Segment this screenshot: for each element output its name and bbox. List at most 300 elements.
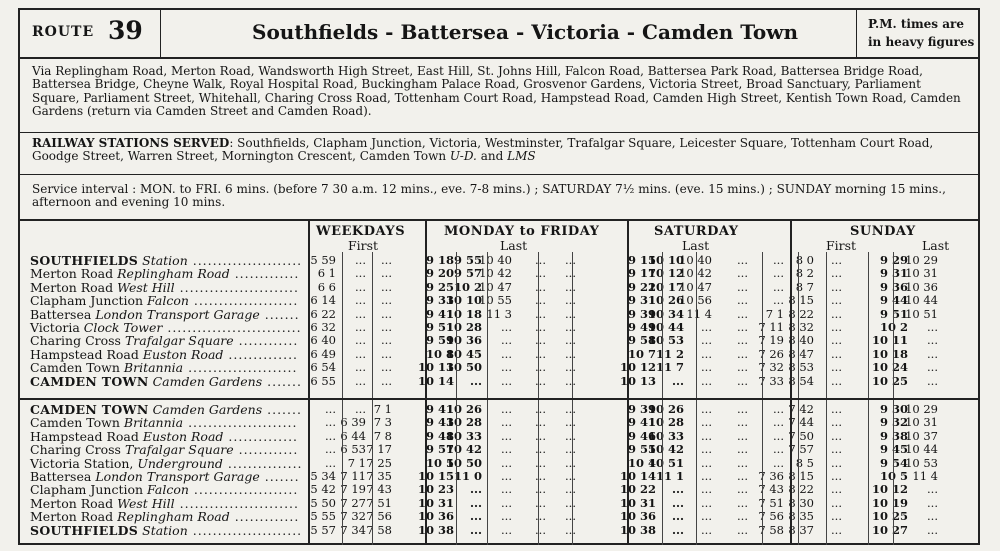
time-cell: 6 55 xyxy=(310,373,336,388)
time-cell: ... xyxy=(565,482,576,497)
time-cell: 7 17 xyxy=(366,442,392,457)
stop-sub: West Hill xyxy=(117,495,175,511)
time-cell: 9 22 xyxy=(627,279,656,294)
stop-name xyxy=(30,308,300,321)
time-cell: ... xyxy=(773,402,784,416)
time-cell: ... xyxy=(469,373,482,388)
time-cell: 7 58 xyxy=(758,522,784,537)
header-divider xyxy=(856,10,857,57)
time-cell: 9 57 xyxy=(453,266,482,281)
col-weekdays-first: First xyxy=(348,238,379,253)
time-cell: 10 44 xyxy=(647,320,684,334)
stop-name xyxy=(30,334,298,347)
time-cell: 9 38 xyxy=(879,428,908,443)
time-cell: ... xyxy=(501,455,512,470)
time-cell: ... xyxy=(701,428,712,443)
time-cell: 10 11 xyxy=(871,333,908,348)
time-cell: 10 7 xyxy=(627,346,656,361)
time-cell: 10 23 xyxy=(417,482,454,497)
time-cell: 9 49 xyxy=(627,320,656,334)
time-cell: 10 36 xyxy=(417,509,454,524)
time-cell: 7 8 xyxy=(373,428,392,443)
time-cell: 10 2 xyxy=(879,320,908,334)
time-cell: 10 53 xyxy=(647,333,684,348)
time-cell: 10 40 xyxy=(479,253,512,267)
col-saturday: SATURDAY xyxy=(654,224,739,239)
time-cell: ... xyxy=(535,402,546,416)
time-cell: ... xyxy=(565,469,576,483)
time-cell: ... xyxy=(773,293,784,308)
time-cell: 6 22 xyxy=(310,306,336,321)
time-cell: ... xyxy=(831,455,842,470)
time-cell: 6 40 xyxy=(310,333,336,348)
time-cell: ... xyxy=(535,373,546,388)
stop-name xyxy=(30,483,298,496)
stop-name xyxy=(30,348,298,361)
time-cell: ... xyxy=(535,266,546,281)
time-cell: 10 13 xyxy=(619,373,656,388)
time-cell: ... xyxy=(325,402,336,416)
time-cell: ... xyxy=(565,522,576,537)
railway-stations xyxy=(32,137,972,164)
leader-dots: ............... xyxy=(222,455,303,471)
stop-main: Camden Town xyxy=(30,360,120,376)
stop-name xyxy=(30,375,302,388)
time-cell: 7 35 xyxy=(366,469,392,483)
timetable-header xyxy=(20,10,978,59)
time-cell: 8 37 xyxy=(788,522,814,537)
time-cell: ... xyxy=(737,346,748,361)
time-cell: 6 39 xyxy=(340,415,366,430)
time-cell: 10 17 xyxy=(647,279,684,294)
divider xyxy=(20,132,978,133)
time-cell: 7 50 xyxy=(788,428,814,443)
time-cell: 10 36 xyxy=(619,509,656,524)
time-cell: 7 51 xyxy=(366,495,392,510)
time-cell: ... xyxy=(565,402,576,416)
time-cell: 10 42 xyxy=(647,442,684,457)
time-cell: 10 50 xyxy=(445,360,482,375)
stop-sub: Falcon xyxy=(147,293,189,309)
time-cell: 5 42 xyxy=(310,482,336,497)
time-cell: ... xyxy=(381,333,392,348)
time-cell: ... xyxy=(671,522,684,537)
time-cell: ... xyxy=(773,442,784,457)
time-cell: 10 26 xyxy=(647,293,684,308)
time-cell: ... xyxy=(355,360,366,375)
time-cell: ... xyxy=(501,469,512,483)
column-rule xyxy=(627,219,629,545)
leader-dots: ............. xyxy=(229,266,300,282)
time-cell: ... xyxy=(565,495,576,510)
stop-sub: Replingham Road xyxy=(117,266,230,282)
railway-tail: U-D. xyxy=(449,149,477,164)
time-cell: 10 24 xyxy=(871,360,908,375)
time-cell: 9 33 xyxy=(425,293,454,308)
time-cell: 10 2 xyxy=(453,279,482,294)
time-cell: 5 57 xyxy=(310,522,336,537)
time-cell: ... xyxy=(927,495,938,510)
time-cell: 8 15 xyxy=(788,293,814,308)
time-cell: ... xyxy=(535,360,546,375)
time-cell: ... xyxy=(927,346,938,361)
time-cell: ... xyxy=(927,360,938,375)
time-cell: ... xyxy=(773,279,784,294)
time-cell: 6 1 xyxy=(317,266,336,281)
time-cell: ... xyxy=(701,360,712,375)
time-cell: ... xyxy=(325,415,336,430)
time-cell: ... xyxy=(535,320,546,334)
stop-name xyxy=(30,416,298,429)
time-cell: 9 15 xyxy=(627,253,656,267)
time-cell: 10 33 xyxy=(647,428,684,443)
column-rule xyxy=(790,219,792,545)
time-cell: ... xyxy=(565,279,576,294)
column-rule xyxy=(425,219,427,545)
leader-dots: .............. xyxy=(223,346,299,362)
time-cell: ... xyxy=(737,415,748,430)
time-cell: 9 51 xyxy=(425,320,454,334)
time-cell: 11 0 xyxy=(453,469,482,483)
leader-dots: ........................ xyxy=(174,279,300,295)
time-cell: 10 51 xyxy=(647,455,684,470)
time-cell: ... xyxy=(671,373,684,388)
time-cell: ... xyxy=(701,320,712,334)
time-cell: 6 32 xyxy=(310,320,336,334)
time-cell: ... xyxy=(565,333,576,348)
header-divider xyxy=(160,10,161,57)
time-cell: ... xyxy=(831,253,842,267)
time-cell: 9 25 xyxy=(425,279,454,294)
stop-main: Battersea xyxy=(30,306,92,322)
time-cell: ... xyxy=(773,253,784,267)
time-cell: 10 31 xyxy=(619,495,656,510)
time-cell: ... xyxy=(501,360,512,375)
time-cell: 7 27 xyxy=(340,495,366,510)
time-cell: 7 32 xyxy=(340,509,366,524)
time-cell: ... xyxy=(501,373,512,388)
time-cell: 7 1 xyxy=(347,455,366,470)
stop-name xyxy=(30,524,302,537)
time-cell: 10 14 xyxy=(417,373,454,388)
time-cell: ... xyxy=(535,306,546,321)
stop-sub: Camden Gardens xyxy=(152,402,263,417)
time-cell: 9 30 xyxy=(879,402,908,416)
time-cell: 9 41 xyxy=(425,306,454,321)
time-cell: ... xyxy=(701,455,712,470)
time-cell: 10 56 xyxy=(679,293,712,308)
time-cell: 10 47 xyxy=(479,279,512,294)
time-cell: ... xyxy=(381,373,392,388)
time-cell: 10 18 xyxy=(445,306,482,321)
time-cell: ... xyxy=(325,428,336,443)
time-cell: ... xyxy=(701,402,712,416)
time-cell: 9 20 xyxy=(425,266,454,281)
time-cell: ... xyxy=(535,455,546,470)
route-number: 39 xyxy=(108,16,143,45)
stop-name xyxy=(30,430,298,443)
leader-dots: ...................... xyxy=(187,522,303,538)
time-cell: 10 14 xyxy=(619,469,656,483)
stop-main: Hampstead Road xyxy=(30,428,139,444)
stop-sub: Trafalgar Square xyxy=(124,442,234,458)
column-rule xyxy=(308,219,310,545)
time-cell: ... xyxy=(355,306,366,321)
stop-main: Merton Road xyxy=(30,509,114,525)
time-cell: ... xyxy=(737,428,748,443)
railway-label: RAILWAY STATIONS SERVED xyxy=(32,136,230,150)
time-cell: ... xyxy=(355,253,366,267)
time-cell: 10 42 xyxy=(479,266,512,281)
time-cell: 10 19 xyxy=(871,495,908,510)
time-cell: 11 1 xyxy=(655,469,684,483)
stop-name xyxy=(30,470,300,483)
time-cell: ... xyxy=(381,279,392,294)
time-cell: 8 40 xyxy=(788,333,814,348)
time-cell: ... xyxy=(927,509,938,524)
railway-tail-2: LMS xyxy=(507,149,536,164)
stop-sub: Replingham Road xyxy=(117,509,230,525)
time-cell: 7 58 xyxy=(366,522,392,537)
time-cell: ... xyxy=(831,415,842,430)
time-cell: 9 41 xyxy=(627,415,656,430)
stop-main: Battersea xyxy=(30,469,92,484)
time-cell: 9 31 xyxy=(627,293,656,308)
time-cell: ... xyxy=(535,333,546,348)
time-cell: 10 45 xyxy=(445,346,482,361)
timetable-frame xyxy=(18,8,980,545)
time-cell: ... xyxy=(501,442,512,457)
time-cell: 6 44 xyxy=(340,428,366,443)
leader-dots: ........................... xyxy=(162,320,302,335)
time-cell: ... xyxy=(535,293,546,308)
leader-dots: ............ xyxy=(233,333,299,349)
time-cell: 10 44 xyxy=(905,293,938,308)
time-cell: ... xyxy=(535,253,546,267)
stop-sub: Britannia xyxy=(123,415,184,431)
time-cell: ... xyxy=(355,266,366,281)
time-cell: ... xyxy=(737,482,748,497)
time-cell: ... xyxy=(355,279,366,294)
time-cell: ... xyxy=(701,495,712,510)
time-cell: ... xyxy=(565,373,576,388)
col-sunday-last: Last xyxy=(922,238,950,253)
time-cell: ... xyxy=(737,293,748,308)
time-cell: 10 4 xyxy=(627,455,656,470)
time-cell: ... xyxy=(831,373,842,388)
time-cell: 10 12 xyxy=(619,360,656,375)
stop-main: CAMDEN TOWN xyxy=(30,373,149,389)
time-cell: 7 25 xyxy=(366,455,392,470)
time-cell: ... xyxy=(701,373,712,388)
leader-dots: ....... xyxy=(262,402,302,417)
time-cell: ... xyxy=(565,428,576,443)
time-cell: ... xyxy=(325,455,336,470)
time-cell: 7 33 xyxy=(758,373,784,388)
time-cell: ... xyxy=(737,320,748,334)
time-cell: 9 45 xyxy=(879,442,908,457)
time-cell: 11 4 xyxy=(686,306,712,321)
time-cell: 8 7 xyxy=(795,279,814,294)
time-cell: ... xyxy=(501,509,512,524)
time-cell: 10 42 xyxy=(679,266,712,281)
time-cell: 10 40 xyxy=(679,253,712,267)
time-cell: 10 42 xyxy=(445,442,482,457)
time-cell: 8 30 xyxy=(788,495,814,510)
leader-dots: .............. xyxy=(223,428,299,444)
time-cell: ... xyxy=(701,333,712,348)
stop-sub: London Transport Garage xyxy=(95,469,260,484)
time-cell: ... xyxy=(469,509,482,524)
time-cell: ... xyxy=(501,333,512,348)
time-cell: 6 49 xyxy=(310,346,336,361)
stop-main: Victoria xyxy=(30,320,80,335)
time-cell: ... xyxy=(355,293,366,308)
stop-main: Clapham Junction xyxy=(30,293,144,309)
leader-dots: ...................... xyxy=(187,253,303,268)
via-text: Via Replingham Road, Merton Road, Wandsworth High Street, East Hill, St. Johns Hill, Falcon Road, Battersea Park Road, Battersea Bridge Road, Battersea Bridge, Cheyne Walk, Royal Hospital Road, Buckingham Palace Road, Grosvenor Gardens, Victoria Street, Broad Sanctuary, Parliament Square, Parliament Street, Whitehall, Charing Cross Road, Tottenham Court Road, Hampstead Road, Camden High Street, Kentish Town Road, Camden Gardens (return via Camden Street and Camden Road). xyxy=(32,64,961,119)
col-sunday: SUNDAY xyxy=(850,224,916,239)
time-cell: ... xyxy=(737,402,748,416)
time-cell: ... xyxy=(355,333,366,348)
time-cell: ... xyxy=(355,402,366,416)
time-cell: 9 54 xyxy=(879,455,908,470)
time-cell: ... xyxy=(831,293,842,308)
time-cell: 10 15 xyxy=(417,469,454,483)
time-cell: ... xyxy=(701,415,712,430)
time-cell: ... xyxy=(831,306,842,321)
time-cell: ... xyxy=(381,306,392,321)
time-cell: ... xyxy=(565,442,576,457)
time-cell: 9 39 xyxy=(627,306,656,321)
time-cell: 8 5 xyxy=(795,455,814,470)
time-cell: 7 43 xyxy=(758,482,784,497)
time-cell: ... xyxy=(831,469,842,483)
time-cell: ... xyxy=(381,266,392,281)
time-cell: 10 28 xyxy=(445,415,482,430)
time-cell: ... xyxy=(831,495,842,510)
time-cell: ... xyxy=(381,293,392,308)
time-cell: 10 44 xyxy=(905,442,938,457)
time-cell: ... xyxy=(535,469,546,483)
time-cell: 10 51 xyxy=(905,306,938,321)
service-interval: Service interval : MON. to FRI. 6 mins. (before 7 30 a.m. 12 mins., eve. 7-8 mins.) ; SATURDAY 7½ mins. (eve. 15 mins.) ; SUNDAY morning 15 mins., afternoon and evening 10 mins. xyxy=(32,182,946,210)
time-cell: ... xyxy=(831,442,842,457)
pm-note-line: P.M. times are xyxy=(868,17,964,31)
time-cell: 9 58 xyxy=(627,333,656,348)
stop-main: SOUTHFIELDS xyxy=(30,253,139,268)
time-cell: 10 36 xyxy=(905,279,938,294)
time-cell: 8 47 xyxy=(788,346,814,361)
stop-sub: West Hill xyxy=(117,279,175,295)
time-cell: ... xyxy=(737,495,748,510)
stop-sub: Clock Tower xyxy=(83,320,163,335)
time-cell: ... xyxy=(535,482,546,497)
time-cell: 5 34 xyxy=(310,469,336,483)
route-label: ROUTE xyxy=(32,24,95,40)
time-cell: 7 36 xyxy=(758,469,784,483)
time-cell: 7 1 xyxy=(765,306,784,321)
time-cell: 9 41 xyxy=(425,402,454,416)
leader-dots: ...................... xyxy=(183,415,298,431)
time-cell: 10 26 xyxy=(445,402,482,416)
time-cell: 10 50 xyxy=(445,455,482,470)
time-cell: 7 44 xyxy=(788,415,814,430)
time-cell: ... xyxy=(501,402,512,416)
stop-main: Hampstead Road xyxy=(30,346,139,362)
stop-sub: Station xyxy=(142,253,188,268)
block-divider xyxy=(20,398,978,400)
time-cell: 9 18 xyxy=(425,253,454,267)
leader-dots: ........................ xyxy=(174,495,300,511)
stop-main: Merton Road xyxy=(30,495,114,511)
time-cell: 10 28 xyxy=(445,320,482,334)
time-cell: ... xyxy=(701,346,712,361)
col-monfri-last: Last xyxy=(500,238,528,253)
time-cell: 10 47 xyxy=(679,279,712,294)
time-cell: 9 36 xyxy=(879,279,908,294)
time-cell: 10 28 xyxy=(647,415,684,430)
time-cell: ... xyxy=(773,428,784,443)
stop-sub: Falcon xyxy=(147,482,189,498)
time-cell: ... xyxy=(565,253,576,267)
time-cell: 10 10 xyxy=(445,293,482,308)
time-cell: ... xyxy=(927,333,938,348)
time-cell: ... xyxy=(565,360,576,375)
stop-name xyxy=(30,281,299,294)
time-cell: 6 6 xyxy=(317,279,336,294)
time-cell: ... xyxy=(831,428,842,443)
stop-name xyxy=(30,294,298,307)
time-cell: 8 0 xyxy=(795,253,814,267)
time-cell: 8 35 xyxy=(788,509,814,524)
time-cell: ... xyxy=(737,373,748,388)
time-cell: ... xyxy=(737,333,748,348)
time-cell: 8 22 xyxy=(788,306,814,321)
time-cell: 10 8 xyxy=(425,346,454,361)
time-cell: ... xyxy=(501,415,512,430)
time-cell: ... xyxy=(565,509,576,524)
col-saturday-last: Last xyxy=(682,238,710,253)
time-cell: 9 57 xyxy=(425,442,454,457)
time-cell: 9 48 xyxy=(425,428,454,443)
time-cell: 7 11 xyxy=(758,320,784,334)
time-cell: 9 32 xyxy=(879,415,908,430)
stop-main: Charing Cross xyxy=(30,333,121,349)
time-cell: ... xyxy=(737,469,748,483)
route-title: Southfields - Battersea - Victoria - Camden Town xyxy=(252,20,798,44)
stop-sub: Euston Road xyxy=(142,428,224,444)
stop-main: Camden Town xyxy=(30,415,120,431)
time-cell: ... xyxy=(773,415,784,430)
stop-name xyxy=(30,321,302,334)
stop-sub: Trafalgar Square xyxy=(124,333,234,349)
time-cell: ... xyxy=(355,373,366,388)
divider xyxy=(20,219,978,221)
time-cell: 9 39 xyxy=(627,402,656,416)
time-cell: ... xyxy=(535,522,546,537)
stop-sub: Britannia xyxy=(123,360,184,376)
time-cell: ... xyxy=(773,266,784,281)
time-cell: ... xyxy=(535,415,546,430)
time-cell: 10 12 xyxy=(871,482,908,497)
time-cell: ... xyxy=(535,495,546,510)
time-cell: ... xyxy=(831,402,842,416)
time-cell: ... xyxy=(381,346,392,361)
time-cell: 10 37 xyxy=(905,428,938,443)
time-cell: ... xyxy=(831,333,842,348)
time-cell: ... xyxy=(469,522,482,537)
